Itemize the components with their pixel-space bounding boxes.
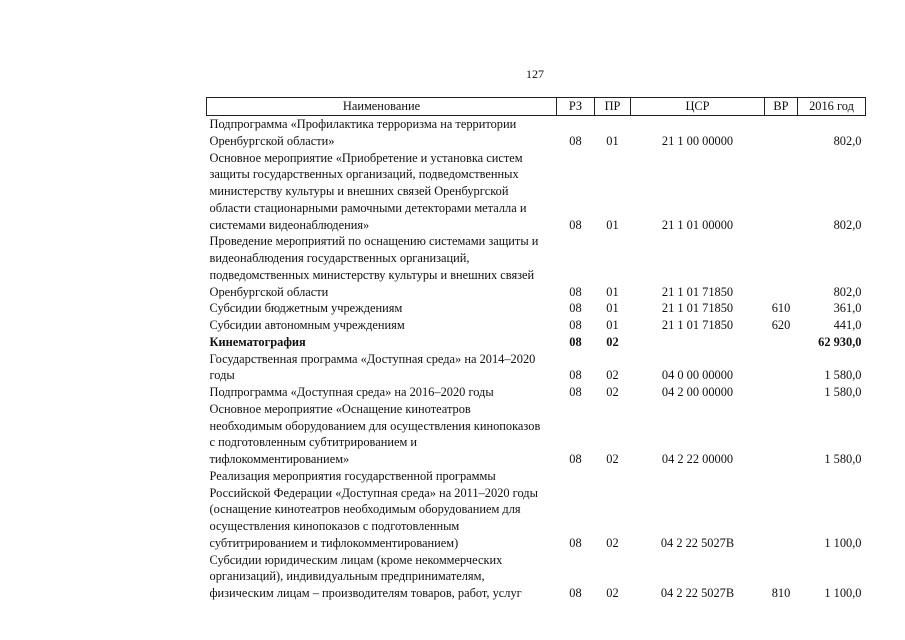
row-vr: 620 <box>771 318 791 332</box>
row-sum: 1 580,0 <box>824 385 862 399</box>
row-sum: 1 100,0 <box>824 586 862 600</box>
row-sum: 802,0 <box>833 284 862 299</box>
row-rz: 08 <box>569 284 582 299</box>
row-csr: 04 2 22 5027В <box>660 586 735 600</box>
header-csr: ЦСР <box>631 98 765 116</box>
row-name-line: физическим лицам – производителям товаров, работ, услуг <box>209 586 522 600</box>
table-row <box>207 150 866 234</box>
row-name <box>207 468 557 552</box>
table-row <box>207 351 866 385</box>
row-name-line: защиты государственных организаций, подведомственных <box>209 167 519 182</box>
row-name <box>207 300 557 317</box>
row-name-line: субтитрированием и тифлокомментированием) <box>209 535 459 550</box>
row-csr: 21 1 01 00000 <box>661 217 734 232</box>
row-rz: 08 <box>569 452 582 466</box>
row-pr: 02 <box>606 385 619 399</box>
row-csr: 04 2 22 5027В <box>660 535 735 550</box>
row-pr: 01 <box>606 217 619 232</box>
row-sum: 361,0 <box>833 301 862 316</box>
row-pr: 01 <box>606 301 619 316</box>
row-name-line: Проведение мероприятий по оснащению системами защиты и <box>209 234 539 249</box>
page-number: 127 <box>526 67 544 81</box>
row-name <box>207 233 557 300</box>
row-name <box>207 351 557 385</box>
row-vr: 610 <box>771 301 791 316</box>
row-sum: 441,0 <box>833 318 862 332</box>
row-name <box>207 384 557 401</box>
row-name-line: Подпрограмма «Доступная среда» на 2016–2020 годы <box>209 385 494 399</box>
row-name-line: Субсидии юридическим лицам (кроме некоммерческих <box>209 552 503 567</box>
row-rz: 08 <box>569 535 582 550</box>
table-row <box>207 334 866 351</box>
row-name <box>207 150 557 234</box>
row-name-line: Российской Федерации «Доступная среда» на 2011–2020 годы <box>209 485 538 500</box>
row-pr: 01 <box>606 133 619 148</box>
row-rz: 08 <box>569 133 582 148</box>
row-pr: 02 <box>606 535 619 550</box>
row-csr: 21 1 00 00000 <box>661 133 734 148</box>
row-name-line: необходимым оборудованием для осуществления кинопоказов <box>209 418 541 433</box>
row-name-line: Подпрограмма «Профилактика терроризма на территории <box>209 117 517 131</box>
row-name-line: (оснащение кинотеатров необходимым оборудованием для <box>209 502 521 517</box>
row-name-line: подведомственных министерству культуры и внешних связей <box>209 267 535 282</box>
row-name-line: с подготовленным субтитрированием и <box>209 435 418 450</box>
row-sum: 62 930,0 <box>818 334 862 349</box>
row-name <box>207 116 557 150</box>
table-row <box>207 401 866 468</box>
row-name-line: Основное мероприятие «Оснащение кинотеатров <box>209 401 471 416</box>
row-rz: 08 <box>569 368 582 383</box>
row-name-line: годы <box>209 368 235 383</box>
row-name <box>207 401 557 468</box>
row-sum: 1 100,0 <box>824 535 862 550</box>
row-csr: 21 1 01 71850 <box>661 301 734 316</box>
row-name-line: области стационарными рамочными детекторами металла и <box>209 200 527 215</box>
row-rz: 08 <box>569 217 582 232</box>
table-row <box>207 552 866 602</box>
table-header-row <box>207 98 866 116</box>
table-row <box>207 233 866 300</box>
row-name-line: Оренбургской области» <box>209 133 335 148</box>
row-vr <box>765 334 798 351</box>
row-name-line: Государственная программа «Доступная среда» на 2014–2020 <box>209 351 536 366</box>
row-name <box>207 552 557 602</box>
row-rz: 08 <box>569 586 582 600</box>
row-vr: 810 <box>771 586 791 600</box>
table-row <box>207 116 866 150</box>
row-name-line: министерству культуры и внешних связей Оренбургской <box>209 184 509 198</box>
table-body <box>207 116 866 602</box>
row-sum: 1 580,0 <box>824 368 862 383</box>
row-csr: 21 1 01 71850 <box>661 284 734 299</box>
row-csr: 04 2 00 00000 <box>661 385 734 399</box>
row-pr: 01 <box>606 318 619 332</box>
row-name-line: осуществления кинопоказов с подготовленным <box>209 519 460 533</box>
row-name <box>207 317 557 334</box>
row-rz: 08 <box>569 334 582 349</box>
row-name <box>207 334 557 351</box>
row-name-line: тифлокомментированием» <box>209 452 350 466</box>
header-pr: ПР <box>595 98 631 116</box>
row-vr <box>765 351 798 385</box>
row-vr <box>765 468 798 552</box>
row-name-line: системами видеонаблюдения» <box>209 217 370 232</box>
row-sum: 802,0 <box>833 217 862 232</box>
row-vr <box>765 233 798 300</box>
row-vr <box>765 116 798 150</box>
row-rz: 08 <box>569 318 582 332</box>
row-name-line: Оренбургской области <box>209 284 329 299</box>
row-sum: 1 580,0 <box>824 452 862 466</box>
row-name-line: организаций), индивидуальным предпринимателям, <box>209 569 485 584</box>
table-row <box>207 300 866 317</box>
row-pr: 02 <box>606 334 619 349</box>
header-sum: 2016 год <box>798 98 866 116</box>
table-row <box>207 384 866 401</box>
row-sum: 802,0 <box>833 133 862 148</box>
row-vr <box>765 401 798 468</box>
row-pr: 01 <box>606 284 619 299</box>
row-name-line: Основное мероприятие «Приобретение и установка систем <box>209 150 523 165</box>
row-name-line: видеонаблюдения государственных организаций, <box>209 251 470 265</box>
row-vr <box>765 384 798 401</box>
row-csr <box>631 334 765 351</box>
row-name-line: Кинематография <box>209 334 306 349</box>
budget-table <box>206 97 866 602</box>
row-rz: 08 <box>569 301 582 316</box>
row-pr: 02 <box>606 586 619 600</box>
row-vr <box>765 150 798 234</box>
header-vr: ВР <box>765 98 798 116</box>
row-pr: 02 <box>606 368 619 383</box>
row-name-line: Субсидии бюджетным учреждениям <box>209 301 403 316</box>
table-row <box>207 468 866 552</box>
row-rz: 08 <box>569 385 582 399</box>
row-name-line: Субсидии автономным учреждениям <box>209 318 405 332</box>
row-csr: 04 0 00 00000 <box>661 368 734 383</box>
row-pr: 02 <box>606 452 619 466</box>
row-name-line: Реализация мероприятия государственной программы <box>209 468 496 483</box>
table-row <box>207 317 866 334</box>
row-csr: 04 2 22 00000 <box>661 452 734 466</box>
header-rz: РЗ <box>557 98 595 116</box>
row-csr: 21 1 01 71850 <box>661 318 734 332</box>
header-name: Наименование <box>207 98 557 116</box>
